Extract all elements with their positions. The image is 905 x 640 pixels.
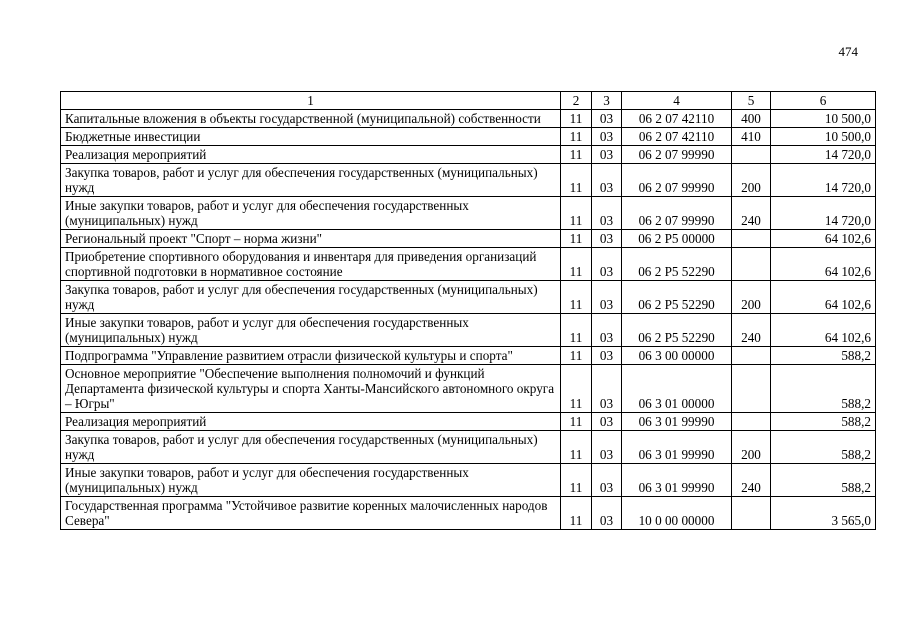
row-name-cell: Закупка товаров, работ и услуг для обеспечения государственных (муниципальных) нужд <box>61 431 561 464</box>
expense-type-cell <box>732 248 771 281</box>
target-article-cell: 06 3 01 99990 <box>622 464 732 497</box>
table-row <box>61 110 876 128</box>
row-name-cell: Подпрограмма "Управление развитием отрасли физической культуры и спорта" <box>61 347 561 365</box>
row-name-cell: Приобретение спортивного оборудования и инвентаря для приведения организаций спортивной подготовки в нормативное состояние <box>61 248 561 281</box>
subsection-cell: 03 <box>592 110 622 128</box>
section-cell: 11 <box>561 314 592 347</box>
amount-cell: 64 102,6 <box>771 230 876 248</box>
subsection-cell: 03 <box>592 431 622 464</box>
target-article-cell: 06 2 P5 52290 <box>622 248 732 281</box>
amount-cell: 3 565,0 <box>771 497 876 530</box>
section-cell: 11 <box>561 497 592 530</box>
row-name-cell: Закупка товаров, работ и услуг для обеспечения государственных (муниципальных) нужд <box>61 281 561 314</box>
target-article-cell: 10 0 00 00000 <box>622 497 732 530</box>
expense-type-cell: 240 <box>732 314 771 347</box>
header-cell: 3 <box>592 92 622 110</box>
target-article-cell: 06 2 07 99990 <box>622 164 732 197</box>
table-row <box>61 464 876 497</box>
section-cell: 11 <box>561 197 592 230</box>
amount-cell: 10 500,0 <box>771 110 876 128</box>
amount-cell: 10 500,0 <box>771 128 876 146</box>
table-row <box>61 497 876 530</box>
target-article-cell: 06 3 01 99990 <box>622 431 732 464</box>
row-name-cell: Основное мероприятие "Обеспечение выполнения полномочий и функций Департамента физической культуры и спорта Ханты-Мансийского автономного округа – Югры" <box>61 365 561 413</box>
subsection-cell: 03 <box>592 146 622 164</box>
target-article-cell: 06 2 P5 52290 <box>622 314 732 347</box>
header-cell: 6 <box>771 92 876 110</box>
section-cell: 11 <box>561 110 592 128</box>
subsection-cell: 03 <box>592 413 622 431</box>
table-row <box>61 230 876 248</box>
table-row <box>61 431 876 464</box>
table-row <box>61 248 876 281</box>
expense-type-cell <box>732 230 771 248</box>
section-cell: 11 <box>561 164 592 197</box>
expense-type-cell <box>732 365 771 413</box>
section-cell: 11 <box>561 431 592 464</box>
subsection-cell: 03 <box>592 197 622 230</box>
subsection-cell: 03 <box>592 281 622 314</box>
table-row <box>61 197 876 230</box>
target-article-cell: 06 2 07 99990 <box>622 197 732 230</box>
subsection-cell: 03 <box>592 365 622 413</box>
section-cell: 11 <box>561 230 592 248</box>
target-article-cell: 06 2 07 42110 <box>622 128 732 146</box>
table-row <box>61 128 876 146</box>
row-name-cell: Реализация мероприятий <box>61 413 561 431</box>
table-row <box>61 164 876 197</box>
expense-type-cell: 200 <box>732 164 771 197</box>
subsection-cell: 03 <box>592 248 622 281</box>
table-row <box>61 413 876 431</box>
section-cell: 11 <box>561 146 592 164</box>
amount-cell: 588,2 <box>771 431 876 464</box>
target-article-cell: 06 3 01 00000 <box>622 365 732 413</box>
row-name-cell: Иные закупки товаров, работ и услуг для обеспечения государственных (муниципальных) нужд <box>61 197 561 230</box>
subsection-cell: 03 <box>592 314 622 347</box>
target-article-cell: 06 2 P5 00000 <box>622 230 732 248</box>
amount-cell: 588,2 <box>771 413 876 431</box>
amount-cell: 14 720,0 <box>771 146 876 164</box>
amount-cell: 588,2 <box>771 347 876 365</box>
subsection-cell: 03 <box>592 164 622 197</box>
row-name-cell: Иные закупки товаров, работ и услуг для обеспечения государственных (муниципальных) нужд <box>61 314 561 347</box>
amount-cell: 64 102,6 <box>771 248 876 281</box>
target-article-cell: 06 2 P5 52290 <box>622 281 732 314</box>
expense-type-cell: 240 <box>732 464 771 497</box>
row-name-cell: Капитальные вложения в объекты государственной (муниципальной) собственности <box>61 110 561 128</box>
subsection-cell: 03 <box>592 128 622 146</box>
subsection-cell: 03 <box>592 497 622 530</box>
page-number: 474 <box>838 44 858 59</box>
row-name-cell: Государственная программа "Устойчивое развитие коренных малочисленных народов Севера" <box>61 497 561 530</box>
section-cell: 11 <box>561 365 592 413</box>
subsection-cell: 03 <box>592 347 622 365</box>
header-cell: 4 <box>622 92 732 110</box>
section-cell: 11 <box>561 347 592 365</box>
table-row <box>61 281 876 314</box>
subsection-cell: 03 <box>592 230 622 248</box>
table-row <box>61 347 876 365</box>
section-cell: 11 <box>561 248 592 281</box>
amount-cell: 64 102,6 <box>771 281 876 314</box>
header-cell: 1 <box>61 92 561 110</box>
expense-type-cell <box>732 413 771 431</box>
table-row <box>61 314 876 347</box>
section-cell: 11 <box>561 464 592 497</box>
section-cell: 11 <box>561 128 592 146</box>
table-body <box>61 110 876 530</box>
amount-cell: 64 102,6 <box>771 314 876 347</box>
row-name-cell: Закупка товаров, работ и услуг для обеспечения государственных (муниципальных) нужд <box>61 164 561 197</box>
row-name-cell: Бюджетные инвестиции <box>61 128 561 146</box>
row-name-cell: Региональный проект "Спорт – норма жизни" <box>61 230 561 248</box>
amount-cell: 588,2 <box>771 464 876 497</box>
amount-cell: 14 720,0 <box>771 164 876 197</box>
expense-type-cell: 200 <box>732 281 771 314</box>
expense-type-cell <box>732 497 771 530</box>
expense-type-cell: 400 <box>732 110 771 128</box>
expense-type-cell <box>732 347 771 365</box>
subsection-cell: 03 <box>592 464 622 497</box>
expense-type-cell: 200 <box>732 431 771 464</box>
section-cell: 11 <box>561 413 592 431</box>
row-name-cell: Иные закупки товаров, работ и услуг для обеспечения государственных (муниципальных) нужд <box>61 464 561 497</box>
table-row <box>61 365 876 413</box>
row-name-cell: Реализация мероприятий <box>61 146 561 164</box>
amount-cell: 14 720,0 <box>771 197 876 230</box>
table-header-row <box>61 92 876 110</box>
expense-type-cell: 240 <box>732 197 771 230</box>
expense-type-cell <box>732 146 771 164</box>
amount-cell: 588,2 <box>771 365 876 413</box>
section-cell: 11 <box>561 281 592 314</box>
target-article-cell: 06 2 07 42110 <box>622 110 732 128</box>
header-cell: 5 <box>732 92 771 110</box>
target-article-cell: 06 3 01 99990 <box>622 413 732 431</box>
header-cell: 2 <box>561 92 592 110</box>
budget-table <box>60 91 876 530</box>
table-row <box>61 146 876 164</box>
target-article-cell: 06 2 07 99990 <box>622 146 732 164</box>
target-article-cell: 06 3 00 00000 <box>622 347 732 365</box>
expense-type-cell: 410 <box>732 128 771 146</box>
